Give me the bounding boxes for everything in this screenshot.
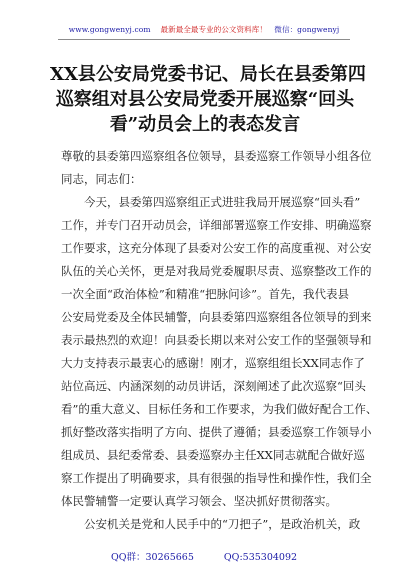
body-line: 察工作提出了明确要求，具有很强的指导性和操作性，我们全	[61, 471, 372, 485]
header-ad-text: 最新最全最专业的公文资料库！	[160, 25, 267, 34]
body-line: 大力支持表示最衷心的感谢！刚才，巡察组组长XX同志作了	[61, 356, 365, 370]
body-line: 体民警辅警一定要认真学习领会、坚决抓好贯彻落实。	[61, 494, 337, 508]
body-line: 同志，同志们：	[61, 172, 142, 186]
page-header	[0, 24, 408, 35]
title-line: XX县公安局党委书记、局长在县委第四	[50, 64, 366, 85]
body-line: 尊敬的县委第四巡察组各位领导，县委巡察工作领导小组各位	[61, 149, 372, 163]
footer-qq-group[interactable]: QQ群：30265665	[110, 552, 194, 563]
body-line: 抓好整改落实指明了方向、提供了遵循；县委巡察工作领导小	[61, 425, 372, 439]
body-line: 工作，并专门召开动员会，详细部署巡察工作安排、明确巡察	[61, 218, 372, 232]
body-line: 看”的重大意义、目标任务和工作要求，为我们做好配合工作、	[61, 402, 378, 416]
header-wechat: 微信：gongwenyj	[274, 25, 340, 34]
document-body	[61, 145, 378, 536]
document-title	[50, 62, 366, 137]
body-line: 队伍的关心关怀，更是对我局党委履职尽责、巡察整改工作的	[61, 264, 372, 278]
page-footer	[0, 549, 408, 563]
body-line: 公安局党委及全体民辅警，向县委第四巡察组各位领导的到来	[61, 310, 372, 324]
title-line: 看”动员会上的表态发言	[109, 114, 301, 135]
header-site-link[interactable]: www.gongwenyj.com	[68, 25, 151, 34]
header-divider	[58, 39, 350, 40]
body-line: 站位高远、内涵深刻的动员讲话，深刻阐述了此次巡察“回头	[61, 379, 366, 393]
body-line: 组成员、县纪委常委、县委巡察办主任XX同志就配合做好巡	[61, 448, 365, 462]
body-line: 今天，县委第四巡察组正式进驻我局开展巡察“回头看”	[61, 195, 361, 209]
body-line: 公安机关是党和人民手中的“刀把子”，是政治机关，政	[61, 517, 361, 531]
body-line: 一次全面“政治体检”和精准“把脉问诊”。首先，我代表县	[61, 287, 350, 301]
title-line: 巡察组对县公安局党委开展巡察“回头	[55, 89, 355, 110]
body-line: 表示最热烈的欢迎！向县委长期以来对公安工作的坚强领导和	[61, 333, 372, 347]
body-line: 工作要求，这充分体现了县委对公安工作的高度重视、对公安	[61, 241, 372, 255]
footer-qq[interactable]: QQ:535304092	[223, 552, 298, 563]
